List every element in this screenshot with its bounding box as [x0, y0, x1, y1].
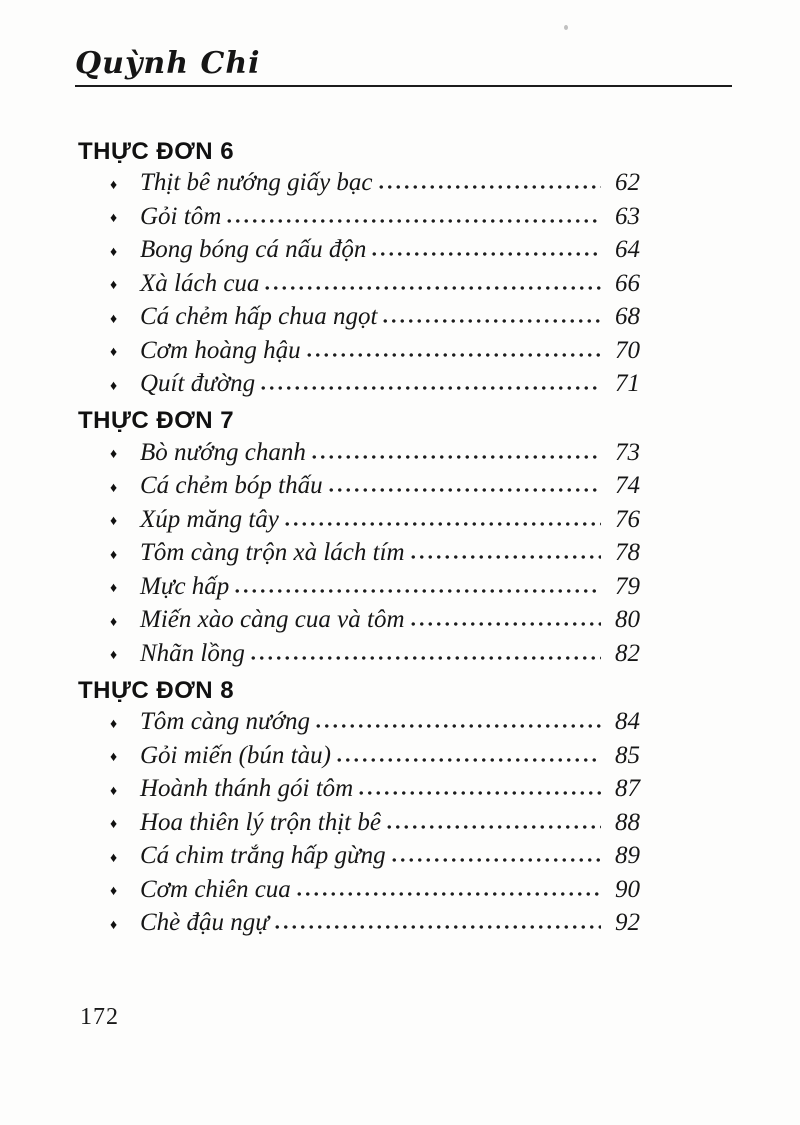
diamond-bullet-icon: ♦	[110, 211, 118, 227]
toc-section-title: THỰC ĐƠN 6	[78, 137, 235, 165]
toc-entry	[78, 169, 640, 203]
toc-section-title: THỰC ĐƠN 7	[78, 407, 235, 434]
dish-page-number: 82	[615, 639, 640, 667]
dish-title: Quít đường	[140, 370, 256, 397]
toc-entry	[78, 809, 640, 843]
toc-entry	[78, 370, 640, 404]
dish-title: Cơm hoàng hậu	[140, 336, 301, 364]
dish-title: Tôm càng trộn xà lách tím	[140, 539, 405, 566]
diamond-bullet-icon: ♦	[110, 783, 118, 799]
dish-title: Hoa thiên lý trộn thịt bê	[140, 808, 381, 836]
page-number: 172	[80, 1004, 119, 1030]
diamond-bullet-icon: ♦	[110, 177, 118, 193]
diamond-bullet-icon: ♦	[110, 817, 118, 833]
dish-page-number: 71	[615, 370, 640, 397]
dot-leader	[295, 891, 601, 897]
table-of-contents	[78, 134, 640, 943]
diamond-bullet-icon: ♦	[110, 716, 118, 732]
diamond-bullet-icon: ♦	[110, 514, 118, 530]
toc-section-title: THỰC ĐƠN 8	[78, 676, 235, 704]
dish-page-number: 73	[615, 438, 640, 466]
dot-leader	[357, 790, 601, 796]
diamond-bullet-icon: ♦	[110, 547, 118, 563]
toc-entry	[78, 775, 640, 809]
dot-leader	[283, 521, 601, 527]
dot-leader	[225, 218, 601, 224]
dot-leader	[249, 655, 601, 661]
toc-section	[78, 673, 640, 943]
dish-page-number: 76	[615, 505, 640, 533]
toc-entry	[78, 606, 640, 640]
dish-title: Tôm càng nướng	[140, 708, 311, 735]
dish-page-number: 89	[615, 842, 640, 869]
dish-title: Bong bóng cá nấu độn	[140, 236, 367, 263]
toc-entry	[78, 236, 640, 270]
print-speck	[564, 25, 568, 30]
dot-leader	[305, 352, 601, 358]
toc-entry	[78, 270, 640, 304]
dish-title: Xà lách cua	[140, 269, 260, 297]
dish-title: Gỏi miến (bún tàu)	[140, 741, 331, 769]
dot-leader	[259, 385, 601, 391]
diamond-bullet-icon: ♦	[110, 850, 118, 866]
toc-entry	[78, 742, 640, 776]
dish-page-number: 63	[615, 202, 640, 230]
toc-entry	[78, 909, 640, 943]
diamond-bullet-icon: ♦	[110, 345, 118, 361]
toc-entry	[78, 203, 640, 237]
dot-leader	[390, 857, 601, 863]
toc-entry	[78, 506, 640, 540]
dish-title: Xúp măng tây	[140, 505, 279, 533]
dish-page-number: 80	[615, 606, 640, 633]
dish-page-number: 78	[615, 539, 640, 566]
dish-title: Cá chẻm hấp chua ngọt	[140, 303, 378, 330]
dot-leader	[314, 723, 601, 729]
toc-section	[78, 134, 640, 404]
dish-page-number: 90	[615, 875, 640, 903]
toc-entry	[78, 573, 640, 607]
diamond-bullet-icon: ♦	[110, 480, 118, 496]
toc-list	[78, 169, 640, 404]
dot-leader	[370, 251, 601, 257]
dot-leader	[310, 454, 601, 460]
dot-leader	[377, 184, 601, 190]
dot-leader	[263, 285, 601, 291]
diamond-bullet-icon: ♦	[110, 244, 118, 260]
toc-entry	[78, 303, 640, 337]
diamond-bullet-icon: ♦	[110, 378, 118, 394]
dot-leader	[233, 588, 601, 594]
toc-entry	[78, 708, 640, 742]
toc-section	[78, 404, 640, 674]
dot-leader	[385, 824, 601, 830]
diamond-bullet-icon: ♦	[110, 648, 118, 664]
dot-leader	[327, 487, 601, 493]
dish-page-number: 68	[615, 303, 640, 330]
dish-title: Bò nướng chanh	[140, 438, 306, 466]
dish-page-number: 74	[615, 472, 640, 499]
diamond-bullet-icon: ♦	[110, 278, 118, 294]
dot-leader	[409, 621, 601, 627]
dish-title: Gỏi tôm	[140, 202, 222, 230]
dish-page-number: 87	[615, 775, 640, 802]
dish-title: Cơm chiên cua	[140, 875, 291, 903]
toc-list	[78, 708, 640, 943]
diamond-bullet-icon: ♦	[110, 750, 118, 766]
toc-entry	[78, 640, 640, 674]
dish-page-number: 62	[615, 169, 640, 196]
dish-page-number: 66	[615, 269, 640, 297]
dish-title: Cá chim trắng hấp gừng	[140, 842, 386, 869]
toc-entry	[78, 876, 640, 910]
diamond-bullet-icon: ♦	[110, 447, 118, 463]
dot-leader	[409, 554, 601, 560]
dish-title: Chè đậu ngự	[140, 909, 269, 936]
header-rule	[75, 85, 732, 87]
toc-entry	[78, 539, 640, 573]
dot-leader	[335, 757, 601, 763]
dish-title: Cá chẻm bóp thấu	[140, 472, 323, 499]
dish-page-number: 85	[615, 741, 640, 769]
dot-leader	[273, 924, 601, 930]
toc-list	[78, 439, 640, 674]
diamond-bullet-icon: ♦	[110, 614, 118, 630]
dish-page-number: 88	[615, 808, 640, 836]
running-header-author: Quỳnh Chi	[75, 46, 261, 81]
dish-title: Mực hấp	[140, 572, 230, 600]
toc-entry	[78, 472, 640, 506]
diamond-bullet-icon: ♦	[110, 581, 118, 597]
dish-title: Nhãn lồng	[140, 639, 245, 667]
diamond-bullet-icon: ♦	[110, 884, 118, 900]
running-header	[75, 46, 732, 95]
dish-page-number: 92	[615, 909, 640, 936]
dish-page-number: 70	[615, 336, 640, 364]
dish-page-number: 84	[615, 708, 640, 735]
toc-entry	[78, 337, 640, 371]
dish-page-number: 64	[615, 236, 640, 263]
diamond-bullet-icon: ♦	[110, 311, 118, 327]
dish-title: Miến xào càng cua và tôm	[140, 606, 405, 633]
dish-title: Thịt bê nướng giấy bạc	[140, 169, 373, 196]
toc-entry	[78, 842, 640, 876]
dish-title: Hoành thánh gói tôm	[140, 775, 354, 802]
dish-page-number: 79	[615, 572, 640, 600]
diamond-bullet-icon: ♦	[110, 917, 118, 933]
toc-entry	[78, 439, 640, 473]
dot-leader	[381, 318, 601, 324]
